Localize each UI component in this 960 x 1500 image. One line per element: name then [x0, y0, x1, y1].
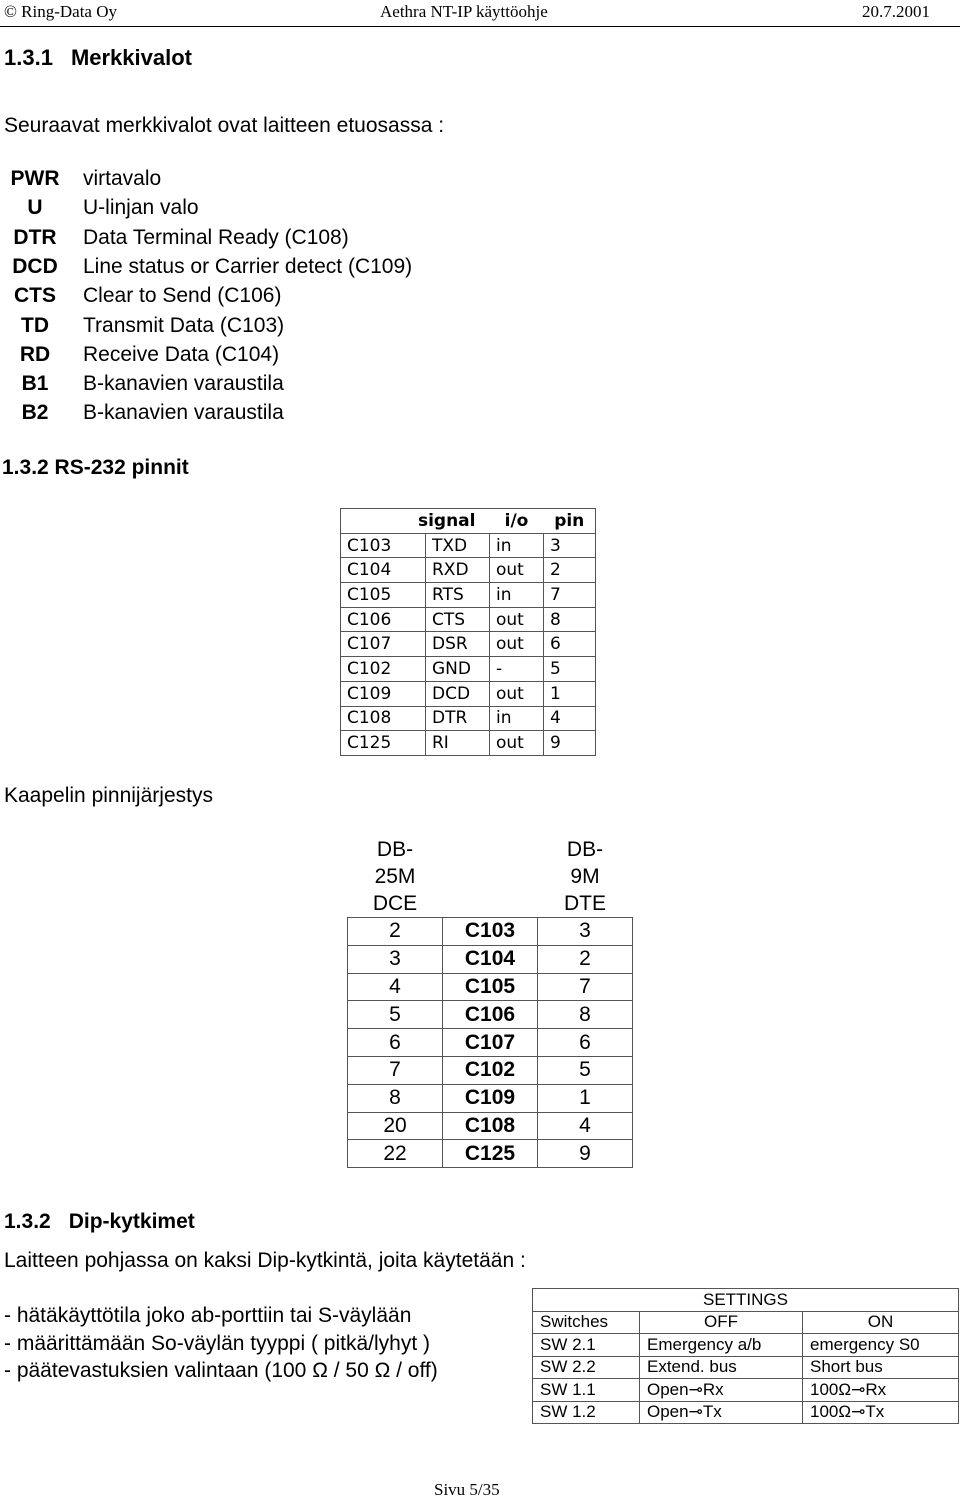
table-row	[348, 918, 633, 946]
col-header-pin: pin	[544, 509, 596, 534]
leds-intro: Seuraavat merkkivalot ovat laitteen etuosassa :	[4, 114, 445, 137]
db9-pin-cell: 9	[538, 1140, 633, 1168]
table-row	[341, 657, 596, 682]
name-cell: RXD	[426, 558, 490, 583]
circuit-cell: C103	[443, 918, 538, 946]
db9-pin-cell: 7	[538, 973, 633, 1001]
pin-cell: 4	[544, 706, 596, 731]
section-title: Dip-kytkimet	[68, 1210, 195, 1233]
db9-pin-cell: 4	[538, 1112, 633, 1140]
list-item: - päätevastuksien valintaan (100 Ω / 50 Ω / off)	[4, 1359, 438, 1382]
io-cell: in	[490, 533, 544, 558]
table-row	[341, 681, 596, 706]
table-row	[348, 973, 633, 1001]
col-header-switches: Switches	[533, 1311, 640, 1334]
io-cell: out	[490, 558, 544, 583]
pin-cell: 5	[544, 657, 596, 682]
led-code: U	[27, 196, 43, 220]
table-row	[348, 1029, 633, 1057]
switch-cell: SW 1.1	[533, 1379, 640, 1402]
db9-header-3: DTE	[564, 892, 606, 915]
circuit-cell: C107	[443, 1029, 538, 1057]
led-code: DTR	[13, 225, 57, 249]
led-code: DCD	[12, 254, 58, 278]
on-cell: 100Ω⊸Tx	[803, 1401, 959, 1424]
db25-pin-cell: 6	[348, 1029, 443, 1057]
io-cell: out	[490, 632, 544, 657]
db25-header-3: DCE	[372, 892, 418, 915]
led-code: PWR	[10, 167, 60, 190]
off-cell: Open⊸Tx	[640, 1401, 803, 1424]
header-title: Aethra NT-IP käyttöohje	[380, 2, 548, 21]
table-row	[533, 1334, 959, 1357]
io-cell: -	[490, 657, 544, 682]
table-row	[341, 583, 596, 608]
db25-pin-cell: 22	[348, 1140, 443, 1168]
name-cell: TXD	[426, 533, 490, 558]
col-header-on: ON	[803, 1311, 959, 1334]
db9-header-2: 9M	[570, 865, 600, 888]
io-cell: out	[490, 731, 544, 756]
table-row	[341, 706, 596, 731]
table-row	[348, 1140, 633, 1168]
circuit-cell: C104	[443, 945, 538, 973]
table-row	[533, 1401, 959, 1424]
section-heading-leds	[4, 45, 192, 71]
table-row	[533, 1379, 959, 1402]
db25-pin-cell: 3	[348, 945, 443, 973]
name-cell: RTS	[426, 583, 490, 608]
switch-cell: SW 2.1	[533, 1334, 640, 1357]
circuit-cell: C109	[443, 1084, 538, 1112]
db25-header-2: 25M	[374, 865, 416, 888]
table-row	[341, 558, 596, 583]
db25-pin-cell: 8	[348, 1084, 443, 1112]
on-cell: emergency S0	[803, 1334, 959, 1357]
led-description: Receive Data (C104)	[83, 342, 280, 366]
db9-pin-cell: 3	[538, 918, 633, 946]
table-row	[348, 945, 633, 973]
cable-pinout-table	[347, 836, 633, 1168]
io-cell: out	[490, 607, 544, 632]
db9-header-1: DB-	[566, 838, 604, 861]
signal-cell: C103	[341, 533, 426, 558]
pin-cell: 2	[544, 558, 596, 583]
led-description: B-kanavien varaustila	[83, 401, 284, 425]
table-row	[348, 1084, 633, 1112]
col-header-signal: signal	[341, 509, 490, 534]
header-date: 20.7.2001	[862, 2, 930, 21]
signal-cell: C102	[341, 657, 426, 682]
table-row	[533, 1356, 959, 1379]
db9-pin-cell: 8	[538, 1001, 633, 1029]
off-cell: Emergency a/b	[640, 1334, 803, 1357]
signal-cell: C104	[341, 558, 426, 583]
name-cell: DTR	[426, 706, 490, 731]
name-cell: DSR	[426, 632, 490, 657]
db9-pin-cell: 2	[538, 945, 633, 973]
table-row	[341, 607, 596, 632]
pin-cell: 9	[544, 731, 596, 756]
dip-bullet-list	[4, 1302, 438, 1385]
signal-cell: C108	[341, 706, 426, 731]
signal-cell: C105	[341, 583, 426, 608]
io-cell: in	[490, 706, 544, 731]
circuit-cell: C125	[443, 1140, 538, 1168]
pin-cell: 1	[544, 681, 596, 706]
table-row	[341, 731, 596, 756]
led-description: B-kanavien varaustila	[83, 372, 284, 396]
db25-pin-cell: 2	[348, 918, 443, 946]
pin-cell: 8	[544, 607, 596, 632]
pin-cell: 7	[544, 583, 596, 608]
signal-cell: C109	[341, 681, 426, 706]
signal-cell: C125	[341, 731, 426, 756]
list-item: - määrittämään So-väylän tyyppi ( pitkä/lyhyt )	[4, 1331, 430, 1355]
signal-cell: C107	[341, 632, 426, 657]
circuit-cell: C105	[443, 973, 538, 1001]
dip-intro: Laitteen pohjassa on kaksi Dip-kytkintä, joita käytetään :	[4, 1249, 526, 1272]
db9-pin-cell: 6	[538, 1029, 633, 1057]
rs232-pin-table	[340, 508, 596, 756]
led-code: RD	[19, 342, 51, 366]
on-cell: 100Ω⊸Rx	[803, 1379, 959, 1402]
table-row	[348, 1001, 633, 1029]
io-cell: out	[490, 681, 544, 706]
col-header-io: i/o	[490, 509, 544, 534]
page-number: Sivu 5/35	[434, 1480, 500, 1499]
off-cell: Open⊸Rx	[640, 1379, 803, 1402]
led-description: Data Terminal Ready (C108)	[83, 225, 349, 249]
circuit-cell: C108	[443, 1112, 538, 1140]
led-description: virtavalo	[83, 167, 162, 190]
switch-cell: SW 2.2	[533, 1356, 640, 1379]
circuit-cell: C102	[443, 1056, 538, 1084]
table-row	[341, 632, 596, 657]
table-row	[348, 1056, 633, 1084]
settings-title: SETTINGS	[533, 1289, 959, 1312]
led-code: TD	[21, 313, 49, 337]
db25-pin-cell: 5	[348, 1001, 443, 1029]
section-heading-rs232: 1.3.2 RS-232 pinnit	[2, 456, 189, 479]
on-cell: Short bus	[803, 1356, 959, 1379]
dip-settings-table	[532, 1288, 959, 1424]
signal-cell: C106	[341, 607, 426, 632]
section-heading-dip	[4, 1210, 195, 1234]
led-code: B2	[21, 401, 49, 425]
name-cell: RI	[426, 731, 490, 756]
led-description: Transmit Data (C103)	[83, 313, 285, 337]
db25-header-1: DB-	[376, 838, 414, 861]
section-number: 1.3.2	[4, 1210, 51, 1233]
io-cell: in	[490, 583, 544, 608]
cable-label: Kaapelin pinnijärjestys	[4, 784, 213, 807]
header-left: © Ring-Data Oy	[4, 2, 118, 21]
led-code: B1	[21, 372, 49, 396]
table-row	[341, 533, 596, 558]
db25-pin-cell: 7	[348, 1056, 443, 1084]
led-description: U-linjan valo	[83, 196, 199, 220]
section-title: Merkkivalot	[70, 45, 192, 70]
led-code: CTS	[14, 284, 56, 308]
section-number: 1.3.1	[4, 45, 53, 70]
header-rule	[0, 26, 960, 27]
table-row	[348, 1112, 633, 1140]
led-description: Clear to Send (C106)	[83, 284, 282, 308]
db25-pin-cell: 20	[348, 1112, 443, 1140]
off-cell: Extend. bus	[640, 1356, 803, 1379]
list-item: - hätäkäyttötila joko ab-porttiin tai S-väylään	[4, 1304, 412, 1327]
name-cell: GND	[426, 657, 490, 682]
db9-pin-cell: 1	[538, 1084, 633, 1112]
col-header-off: OFF	[640, 1311, 803, 1334]
led-description: Line status or Carrier detect (C109)	[83, 254, 413, 278]
circuit-cell: C106	[443, 1001, 538, 1029]
name-cell: CTS	[426, 607, 490, 632]
pin-cell: 3	[544, 533, 596, 558]
db25-pin-cell: 4	[348, 973, 443, 1001]
db9-pin-cell: 5	[538, 1056, 633, 1084]
pin-cell: 6	[544, 632, 596, 657]
switch-cell: SW 1.2	[533, 1401, 640, 1424]
name-cell: DCD	[426, 681, 490, 706]
